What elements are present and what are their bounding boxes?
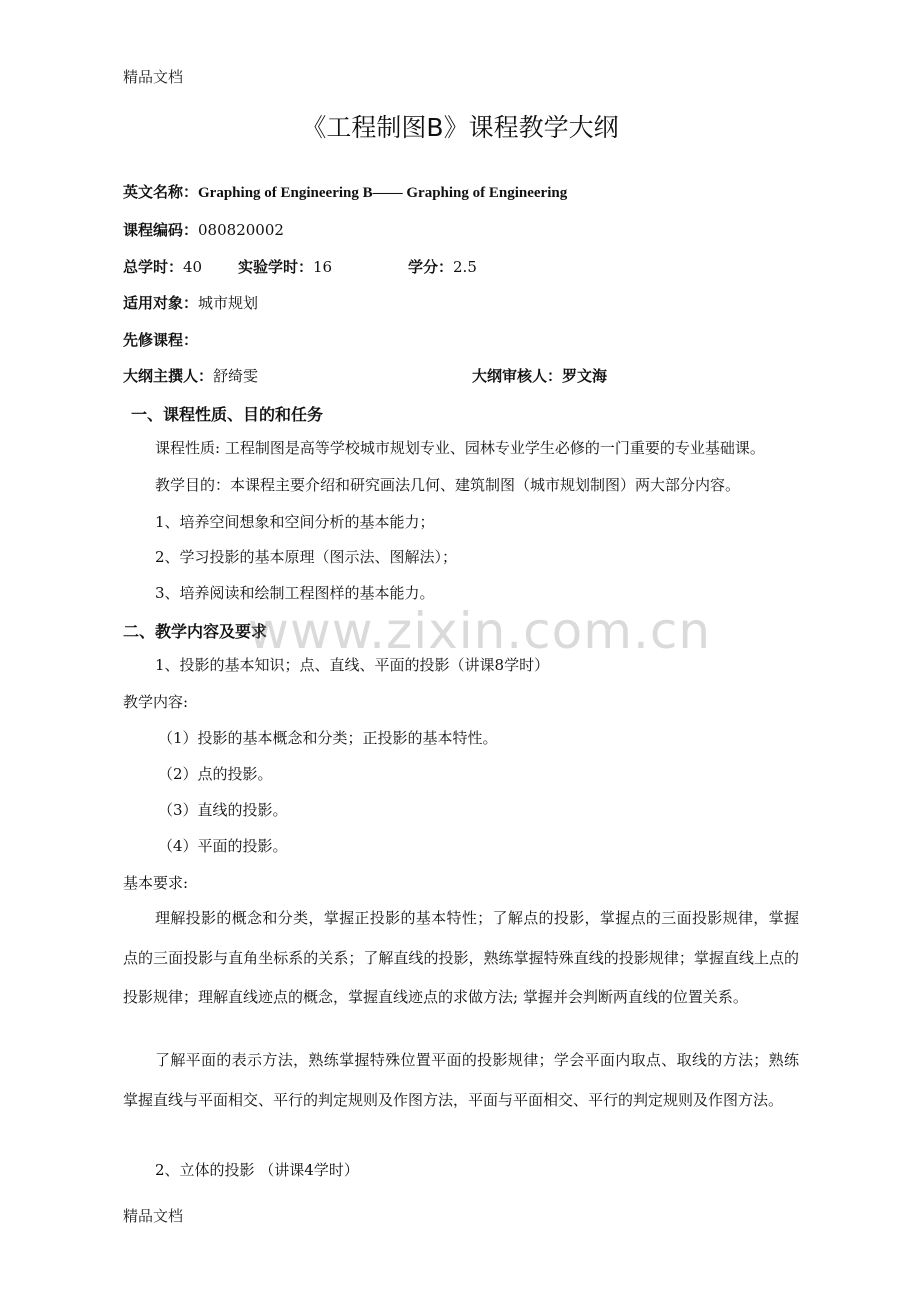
goal-item: 2、学习投影的基本原理（图示法、图解法）； xyxy=(155,548,458,566)
total-hours-value: 40 xyxy=(183,258,203,276)
lab-hours-label: 实验学时： xyxy=(238,258,314,276)
content-item: （4）平面的投影。 xyxy=(158,837,288,855)
requirements-label: 基本要求: xyxy=(123,874,189,892)
unit1-title: 1、投影的基本知识；点、直线、平面的投影（讲课8学时） xyxy=(155,656,550,674)
english-name-value: Graphing of Engineering B—— Graphing of Engineering xyxy=(198,185,568,201)
section2-heading: 二、教学内容及要求 xyxy=(123,622,268,641)
audience-label: 适用对象： xyxy=(123,294,199,312)
credits-label: 学分： xyxy=(408,258,454,276)
document-title: 《工程制图B》课程教学大纲 xyxy=(301,113,619,142)
reviewer-row xyxy=(472,366,607,386)
goal-item: 3、培养阅读和绘制工程图样的基本能力。 xyxy=(155,584,435,602)
credits-value: 2.5 xyxy=(453,258,477,276)
total-hours-row xyxy=(123,257,202,277)
total-hours-label: 总学时： xyxy=(123,258,184,276)
course-code-value: 080820002 xyxy=(198,221,284,239)
author-value: 舒绮雯 xyxy=(213,367,259,385)
lab-hours-value: 16 xyxy=(313,258,333,276)
reviewer-label: 大纲审核人： xyxy=(472,367,563,385)
page-footer: 精品文档 xyxy=(123,1207,184,1225)
credits-row xyxy=(408,257,477,277)
english-name-row xyxy=(123,182,567,203)
content-label: 教学内容: xyxy=(123,693,189,711)
content-item: （2）点的投影。 xyxy=(158,765,273,783)
audience-row xyxy=(123,293,258,313)
prerequisite-label: 先修课程： xyxy=(123,331,199,349)
course-purpose: 教学目的：本课程主要介绍和研究画法几何、建筑制图（城市规划制图）两大部分内容。 xyxy=(155,476,741,494)
watermark: www.zixin.com.cn xyxy=(248,602,712,660)
reviewer-value: 罗文海 xyxy=(562,367,608,385)
author-row xyxy=(123,366,258,386)
requirements-paragraph-1: 理解投影的概念和分类，掌握正投影的基本特性；了解点的投影，掌握点的三面投影规律，掌握点的三面投影与直角坐标系的关系；了解直线的投影，熟练掌握特殊直线的投影规律；掌握直线上点的投影规律；理解直线迹点的概念，掌握直线迹点的求做方法; 掌握并会判断两直线的位置关系。 xyxy=(123,909,799,1006)
audience-value: 城市规划 xyxy=(198,294,259,312)
lab-hours-row xyxy=(238,257,332,277)
course-code-label: 课程编码： xyxy=(123,221,199,239)
prerequisite-row xyxy=(123,330,198,350)
page-header: 精品文档 xyxy=(123,68,184,86)
goal-item: 1、培养空间想象和空间分析的基本能力； xyxy=(155,513,435,531)
author-label: 大纲主撰人： xyxy=(123,367,214,385)
section1-heading: 一、课程性质、目的和任务 xyxy=(131,405,324,424)
requirements-paragraph-2: 了解平面的表示方法，熟练掌握特殊位置平面的投影规律；学会平面内取点、取线的方法；熟练掌握直线与平面相交、平行的判定规则及作图方法，平面与平面相交、平行的判定规则及作图方法。 xyxy=(123,1051,799,1109)
content-item: （1）投影的基本概念和分类；正投影的基本特性。 xyxy=(158,729,498,747)
english-name-label: 英文名称： xyxy=(123,183,199,201)
unit2-title: 2、立体的投影 （讲课4学时） xyxy=(155,1161,359,1179)
course-code-row xyxy=(123,220,284,240)
content-item: （3）直线的投影。 xyxy=(158,801,288,819)
course-nature: 课程性质: 工程制图是高等学校城市规划专业、园林专业学生必修的一门重要的专业基础课。 xyxy=(155,439,765,457)
